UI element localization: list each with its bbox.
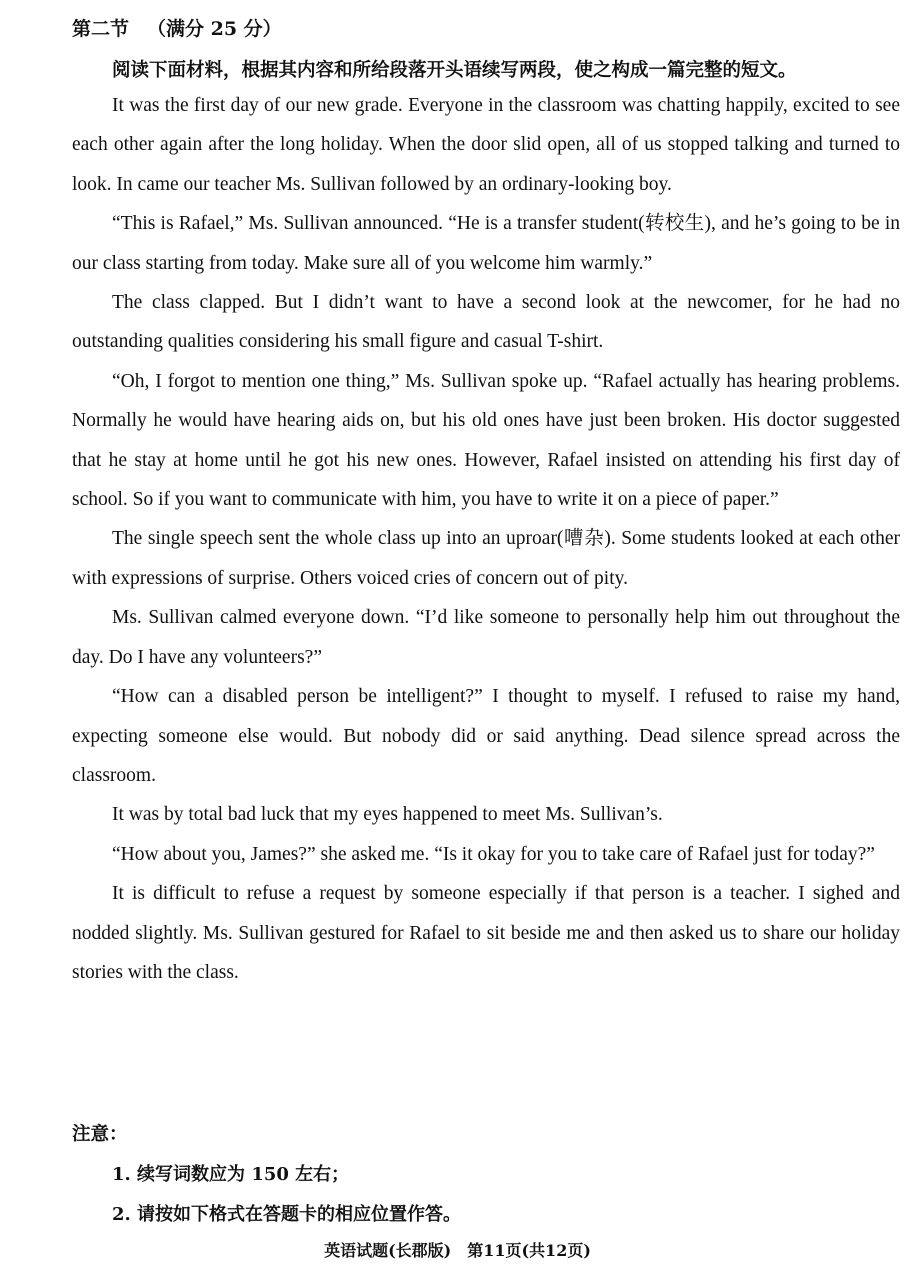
section-heading bbox=[72, 14, 282, 41]
section-score: （满分 25 分） bbox=[147, 18, 282, 40]
passage-paragraph: “How about you, James?” she asked me. “Is it okay for you to take care of Rafael just for today?” bbox=[112, 843, 875, 865]
passage-paragraph: The single speech sent the whole class up into an uproar(嘈杂). Some students looked at each other with expressions of surprise. Others voiced cries of concern out of pity. bbox=[72, 528, 900, 589]
task-instruction: 阅读下面材料，根据其内容和所给段落开头语续写两段，使之构成一篇完整的短文。 bbox=[112, 60, 797, 81]
notes-title: 注意： bbox=[72, 1124, 128, 1145]
passage-paragraph: “How can a disabled person be intelligent?” I thought to myself. I refused to raise my hand, expecting someone else would. But nobody did or said anything. Dead silence spread across the classroom. bbox=[72, 686, 900, 786]
passage-paragraph: The class clapped. But I didn’t want to have a second look at the newcomer, for he had no outstanding qualities considering his small figure and casual T-shirt. bbox=[72, 292, 900, 353]
passage-paragraph: “Oh, I forgot to mention one thing,” Ms. Sullivan spoke up. “Rafael actually has hearing problems. Normally he would have hearing aids on, but his old ones have just been broken. His doctor suggested that he stay at home until he got his new ones. However, Rafael insisted on attending his first day of school. So if you want to communicate with him, you have to write it on a piece of paper.” bbox=[72, 370, 900, 511]
passage-paragraph: Ms. Sullivan calmed everyone down. “I’d like someone to personally help him out throughout the day. Do I have any volunteers?” bbox=[72, 607, 900, 668]
section-title: 第二节 bbox=[72, 18, 130, 40]
note-item: 2. 请按如下格式在答题卡的相应位置作答。 bbox=[112, 1204, 462, 1225]
passage-paragraph: It is difficult to refuse a request by someone especially if that person is a teacher. I sighed and nodded slightly. Ms. Sullivan gestured for Rafael to sit beside me and then asked us to share our holiday stories with the class. bbox=[72, 883, 900, 983]
passage-paragraph: It was the first day of our new grade. Everyone in the classroom was chatting happily, excited to see each other again after the long holiday. When the door slid open, all of us stopped talking and turned to look. In came our teacher Ms. Sullivan followed by an ordinary-looking boy. bbox=[72, 95, 900, 195]
passage-paragraph: “This is Rafael,” Ms. Sullivan announced. “He is a transfer student(转校生), and he’s going to be in our class starting from today. Make sure all of you welcome him warmly.” bbox=[72, 213, 900, 274]
reading-passage bbox=[72, 86, 900, 992]
note-item: 1. 续写词数应为 150 左右； bbox=[112, 1164, 350, 1185]
page-footer: 英语试题(长郡版) 第11页(共12页) bbox=[324, 1241, 591, 1260]
passage-paragraph: It was by total bad luck that my eyes happened to meet Ms. Sullivan’s. bbox=[112, 804, 663, 826]
